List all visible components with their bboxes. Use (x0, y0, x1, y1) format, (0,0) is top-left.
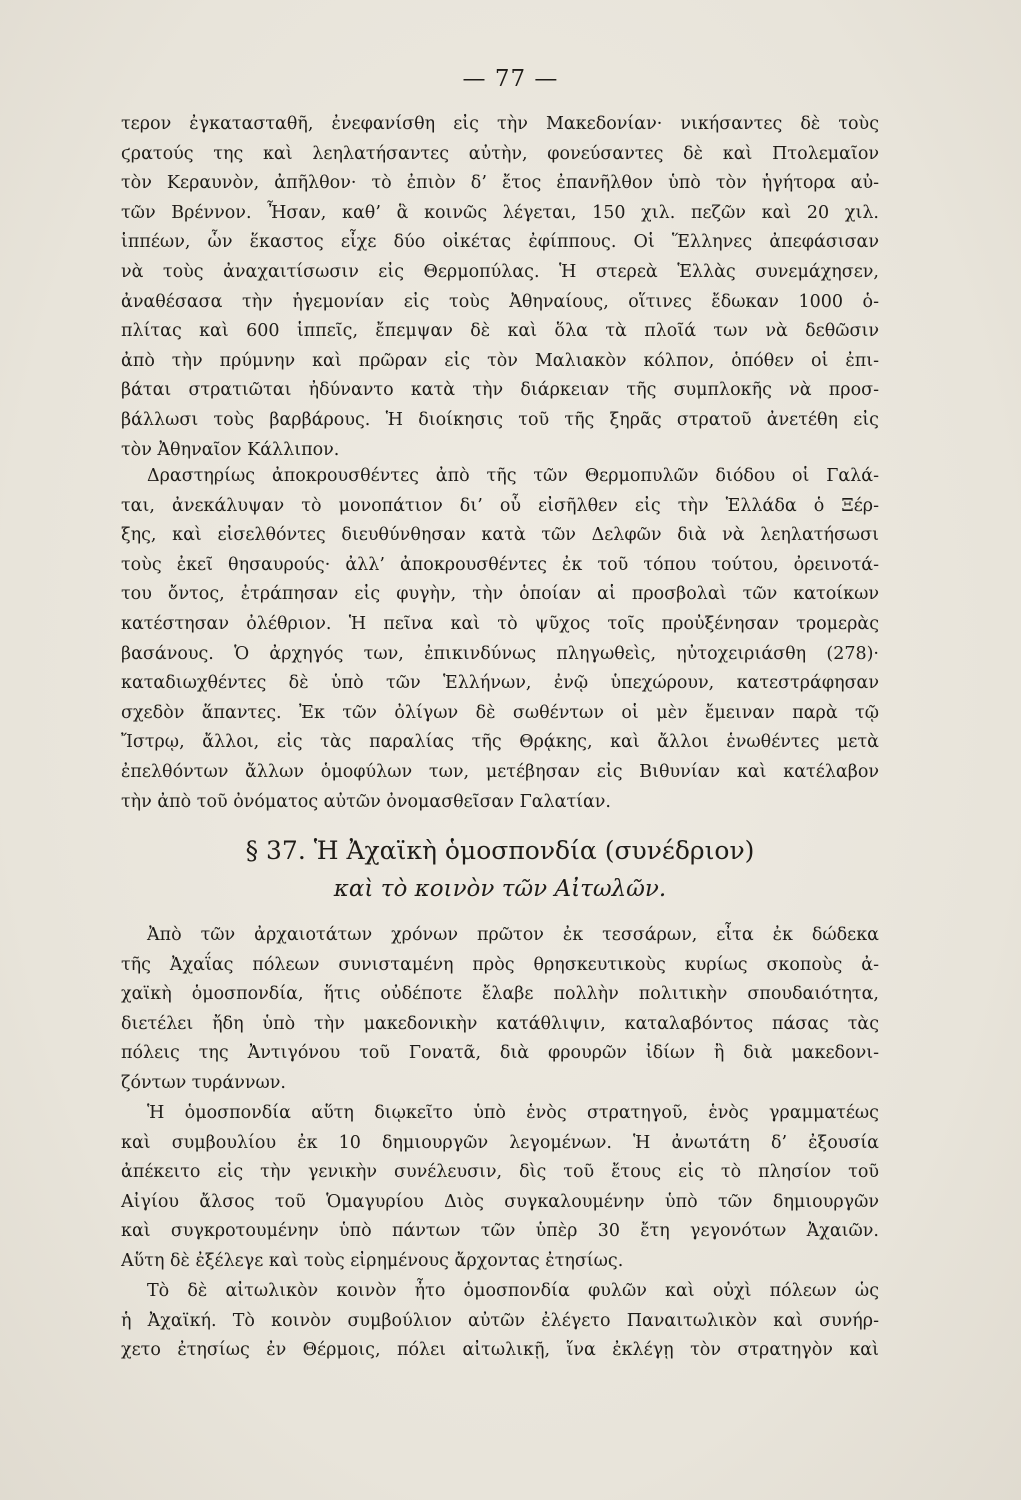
text-line: Ἡ ὁμοσπονδία αὕτη διῳκεῖτο ὑπὸ ἑνὸς στρατηγοῦ, ἑνὸς γραμματέως (147, 1103, 879, 1123)
text-line: πόλεις της Ἀντιγόνου τοῦ Γονατᾶ, διὰ φρουρῶν ἰδίων ἢ διὰ μακεδονι- (121, 1043, 879, 1064)
text-line: κατέστησαν ὀλέθριον. Ἡ πεῖνα καὶ τὸ ψῦχος τοῖς προὐξένησαν τρομερὰς (121, 613, 879, 634)
text-line: ϛρατούς της καὶ λεηλατήσαντες αὐτὴν, φονεύσαντες δὲ καὶ Πτολεμαῖον (121, 143, 879, 164)
text-line: καὶ συμβουλίου ἐκ 10 δημιουργῶν λεγομένων. Ἡ ἀνωτάτη δ’ ἐξουσία (121, 1132, 879, 1153)
text-line: ἡ Ἀχαϊκή. Τὸ κοινὸν συμβούλιον αὐτῶν ἐλέγετο Παναιτωλικὸν καὶ συνήρ- (121, 1310, 879, 1331)
paragraph-galatian-invasion (121, 110, 879, 465)
text-line: Αἰγίου ἄλσος τοῦ Ὁμαγυρίου Διὸς συγκαλουμένην ὑπὸ τῶν δημιουργῶν (121, 1191, 879, 1212)
text-line: τερον ἐγκατασταθῆ, ἐνεφανίσθη εἰς τὴν Μακεδονίαν· νικήσαντες δὲ τοὺς (121, 114, 879, 134)
text-line: βάλλωσι τοὺς βαρβάρους. Ἡ διοίκησις τοῦ τῆς ξηρᾶς στρατοῦ ἀνετέθη εἰς (121, 409, 879, 430)
text-line: Τὸ δὲ αἰτωλικὸν κοινὸν ἦτο ὁμοσπονδία φυλῶν καὶ οὐχὶ πόλεων ὡς (147, 1281, 879, 1301)
text-line: τὴν ἀπὸ τοῦ ὀνόματος αὐτῶν ὀνομασθεῖσαν Γαλατίαν. (121, 791, 611, 812)
text-line: Ἴστρῳ, ἄλλοι, εἰς τὰς παραλίας τῆς Θρᾴκης, καὶ ἄλλοι ἑνωθέντες μετὰ (121, 732, 879, 753)
text-line: ἀναθέσασα τὴν ἡγεμονίαν εἰς τοὺς Ἀθηναίους, οἵτινες ἔδωκαν 1000 ὁ- (121, 291, 879, 312)
paragraph-achaean-administration (121, 1099, 879, 1277)
text-line: βασάνους. Ὁ ἀρχηγός των, ἐπικινδύνως πληγωθεὶς, ηὐτοχειριάσθη (278)· (121, 643, 879, 664)
text-line: τὸν Ἀθηναῖον Κάλλιπον. (121, 439, 340, 460)
text-line: τοὺς ἐκεῖ θησαυρούς· ἀλλ’ ἀποκρουσθέντες ἐκ τοῦ τόπου τούτου, ὀρεινοτά- (121, 554, 879, 575)
text-line: διετέλει ἤδη ὑπὸ τὴν μακεδονικὴν κατάθλιψιν, καταλαβόντος πάσας τὰς (121, 1013, 879, 1034)
text-line: σχεδὸν ἅπαντες. Ἐκ τῶν ὀλίγων δὲ σωθέντων οἱ μὲν ἔμειναν παρὰ τῷ (121, 702, 879, 723)
text-line: βάται στρατιῶται ἠδύναντο κατὰ τὴν διάρκειαν τῆς συμπλοκῆς νὰ προσ- (121, 380, 879, 401)
text-line: χετο ἐτησίως ἐν Θέρμοις, πόλει αἰτωλικῇ, ἵνα ἐκλέγῃ τὸν στρατηγὸν καὶ (121, 1340, 879, 1361)
text-line: ἀπέκειτο εἰς τὴν γενικὴν συνέλευσιν, δὶς τοῦ ἔτους εἰς τὸ πλησίον τοῦ (121, 1162, 879, 1183)
paragraph-aetolian-league (121, 1277, 879, 1366)
paragraph-galatian-retreat (121, 462, 879, 817)
text-line: χαϊκὴ ὁμοσπονδία, ἥτις οὐδέποτε ἔλαβε πολλὴν πολιτικὴν σπουδαιότητα, (121, 984, 879, 1005)
section-subheading: καὶ τὸ κοινὸν τῶν Αἰτωλῶν. (333, 876, 667, 902)
text-line: ἱππέων, ὧν ἕκαστος εἶχε δύο οἰκέτας ἐφίππους. Οἱ Ἕλληνες ἀπεφάσισαν (121, 232, 879, 253)
text-line: καταδιωχθέντες δὲ ὑπὸ τῶν Ἑλλήνων, ἐνῷ ὑπεχώρουν, κατεστράφησαν (121, 673, 879, 694)
text-line: Ἀπὸ τῶν ἀρχαιοτάτων χρόνων πρῶτον ἐκ τεσσάρων, εἶτα ἐκ δώδεκα (147, 925, 879, 945)
text-line: τῆς Ἀχαΐας πόλεων συνισταμένη πρὸς θρησκευτικοὺς κυρίως σκοποὺς ἀ- (121, 954, 879, 975)
text-line: καὶ συγκροτουμένην ὑπὸ πάντων τῶν ὑπὲρ 30 ἔτη γεγονότων Ἀχαιῶν. (121, 1221, 879, 1242)
paragraph-achaean-origins (121, 921, 879, 1099)
text-line: Αὕτη δὲ ἐξέλεγε καὶ τοὺς εἰρημένους ἄρχοντας ἐτησίως. (121, 1250, 624, 1271)
text-line: ται, ἀνεκάλυψαν τὸ μονοπάτιον δι’ οὗ εἰσῆλθεν εἰς τὴν Ἑλλάδα ὁ Ξέρ- (121, 495, 879, 516)
text-line: του ὄντος, ἐτράπησαν εἰς φυγὴν, τὴν ὁποίαν αἱ προσβολαὶ τῶν κατοίκων (121, 584, 879, 605)
text-line: πλίτας καὶ 600 ἱππεῖς, ἔπεμψαν δὲ καὶ ὅλα τὰ πλοῖά των νὰ δεθῶσιν (121, 321, 879, 342)
text-line: τῶν Βρέννον. Ἦσαν, καθ’ ἃ κοινῶς λέγεται, 150 χιλ. πεζῶν καὶ 20 χιλ. (121, 202, 879, 223)
section-heading: § 37. Ἡ Ἀχαϊκὴ ὁμοσπονδία (συνέδριον) (245, 836, 755, 865)
text-line: Δραστηρίως ἀποκρουσθέντες ἀπὸ τῆς τῶν Θερμοπυλῶν διόδου οἱ Γαλά- (147, 466, 879, 486)
page-number: — 77 — (462, 66, 559, 92)
text-line: ζόντων τυράννων. (121, 1072, 286, 1093)
text-line: νὰ τοὺς ἀναχαιτίσωσιν εἰς Θερμοπύλας. Ἡ στερεὰ Ἑλλὰς συνεμάχησεν, (121, 261, 879, 282)
text-line: ξης, καὶ εἰσελθόντες διευθύνθησαν κατὰ τῶν Δελφῶν διὰ νὰ λεηλατήσωσι (121, 525, 879, 546)
text-line: ἀπὸ τὴν πρύμνην καὶ πρῶραν εἰς τὸν Μαλιακὸν κόλπον, ὁπόθεν οἱ ἐπι- (121, 350, 879, 371)
text-line: τὸν Κεραυνὸν, ἀπῆλθον· τὸ ἐπιὸν δ’ ἔτος ἐπανῆλθον ὑπὸ τὸν ἡγήτορα αὐ- (121, 173, 879, 194)
text-line: ἐπελθόντων ἄλλων ὁμοφύλων των, μετέβησαν εἰς Βιθυνίαν καὶ κατέλαβον (121, 761, 879, 782)
